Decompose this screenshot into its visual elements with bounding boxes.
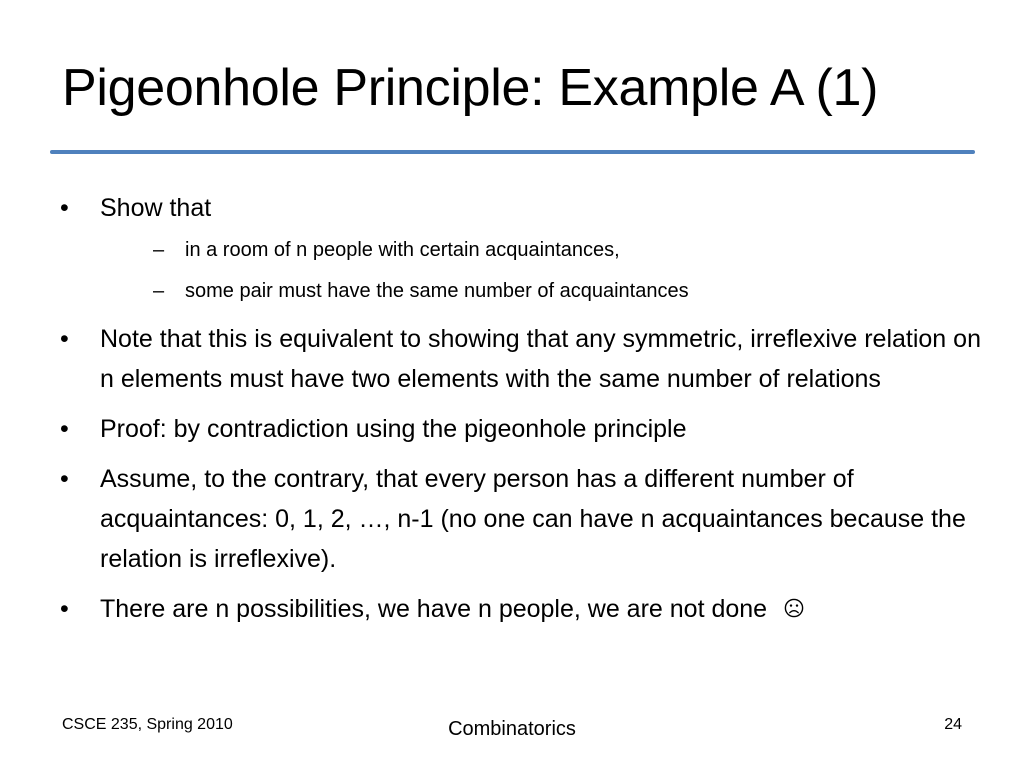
sub-bullet-marker: – xyxy=(153,280,165,302)
bullet-marker: • xyxy=(60,194,69,222)
bullet-text: Assume, to the contrary, that every person has a different number of acquaintances: 0, 1, 2, …, n-1 (no one can have n acquaintances because the relation is irreflexive). xyxy=(100,465,966,573)
title-divider xyxy=(50,150,975,154)
bullet-item xyxy=(60,409,1000,449)
bullet-text: Note that this is equivalent to showing that any symmetric, irreflexive relation on n elements must have two elements with the same number of relations xyxy=(100,325,981,393)
sub-bullet-item xyxy=(100,232,1000,268)
bullet-item xyxy=(60,459,1000,579)
frown-face-icon xyxy=(784,590,804,610)
bullet-marker: • xyxy=(60,415,69,443)
footer-page-number: 24 xyxy=(944,716,962,733)
bullet-text: There are n possibilities, we have n people, we are not done xyxy=(100,595,768,623)
footer-course: CSCE 235, Spring 2010 xyxy=(62,716,233,733)
bullet-text: Proof: by contradiction using the pigeonhole principle xyxy=(100,415,687,443)
sub-bullet-text: some pair must have the same number of acquaintances xyxy=(185,280,689,302)
bullet-marker: • xyxy=(60,595,69,623)
bullet-item xyxy=(60,589,1000,629)
sub-bullet-list xyxy=(100,232,1000,309)
bullet-text: Show that xyxy=(100,194,212,222)
bullet-marker: • xyxy=(60,325,69,353)
sub-bullet-text: in a room of n people with certain acquaintances, xyxy=(185,239,620,261)
sub-bullet-marker: – xyxy=(153,239,165,261)
slide-title: Pigeonhole Principle: Example A (1) xyxy=(62,59,879,117)
footer-topic: Combinatorics xyxy=(448,718,576,740)
slide-body xyxy=(60,188,1000,639)
sub-bullet-item xyxy=(100,273,1000,309)
bullet-item xyxy=(60,188,1000,309)
bullet-item xyxy=(60,319,1000,399)
bullet-marker: • xyxy=(60,465,69,493)
